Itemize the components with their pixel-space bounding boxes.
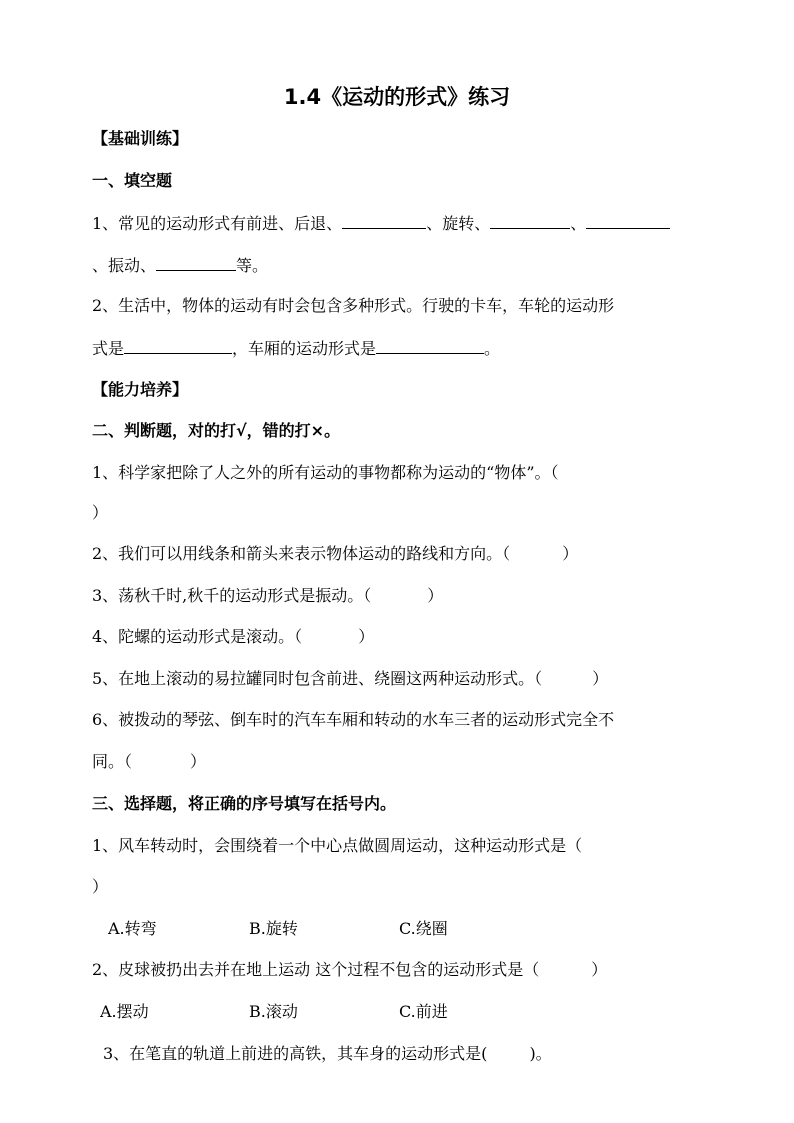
tf-question-4	[92, 626, 707, 648]
section-ability-training: 【能力培养】	[92, 380, 189, 399]
fill-question-2-line-1: 2、生活中，物体的运动有时会包含多种形式。行驶的卡车，车轮的运动形	[92, 296, 615, 315]
mc-q2-text: 2、皮球被扔出去并在地上运动 这个过程不包含的运动形式是（	[92, 960, 540, 979]
mc-q3-text: 3、在笔直的轨道上前进的高铁，其车身的运动形式是(	[103, 1044, 488, 1063]
fill-q1-text-c: 、	[570, 214, 587, 233]
fill-q2-text-b: ，车厢的运动形式是	[232, 339, 377, 358]
mc-q1-option-a[interactable]: A.转弯	[108, 919, 157, 938]
tf-question-1-line-2: ）	[92, 503, 109, 522]
multiple-choice-heading: 三、选择题，将正确的序号填写在括号内。	[92, 794, 397, 813]
tf-q5-text: 5、在地上滚动的易拉罐同时包含前进、绕圈这两种运动形式。（	[92, 669, 543, 688]
fill-q1-text-b: 、旋转、	[426, 214, 491, 233]
mc-q2-option-b[interactable]: B.滚动	[249, 1002, 298, 1021]
tf-q5-close: ）	[592, 669, 609, 688]
blank-5[interactable]	[124, 337, 232, 354]
tf-q6-text: 同。（	[92, 752, 133, 771]
tf-question-1-line-1: 1、科学家把除了人之外的所有运动的事物都称为运动的“物体”。（	[92, 463, 559, 482]
tf-q3-text: 3、荡秋千时,秋千的运动形式是振动。（	[92, 586, 372, 605]
mc-question-2	[92, 959, 707, 981]
blank-2[interactable]	[490, 212, 570, 229]
page-title: 1.4《运动的形式》练习	[283, 85, 511, 109]
mc-question-1-line-2: ）	[92, 877, 109, 896]
fill-q2-text-a: 式是	[92, 339, 125, 358]
mc-question-3	[103, 1043, 718, 1065]
blank-3[interactable]	[586, 212, 670, 229]
tf-question-2	[92, 543, 707, 565]
tf-q3-close: ）	[427, 586, 444, 605]
tf-q2-close: ）	[562, 544, 579, 563]
tf-question-3	[92, 585, 707, 607]
mc-question-1-line-1: 1、风车转动时，会围绕着一个中心点做圆周运动，这种运动形式是（	[92, 836, 583, 855]
blank-1[interactable]	[342, 212, 426, 229]
fill-question-1-line-1	[92, 212, 707, 235]
mc-q1-option-b[interactable]: B.旋转	[249, 919, 298, 938]
mc-q1-option-c[interactable]: C.绕圈	[399, 919, 448, 938]
tf-question-6-line-1: 6、被拨动的琴弦、倒车时的汽车车厢和转动的水车三者的运动形式完全不	[92, 710, 615, 729]
tf-q4-text: 4、陀螺的运动形式是滚动。（	[92, 627, 303, 646]
tf-q2-text: 2、我们可以用线条和箭头来表示物体运动的路线和方向。（	[92, 544, 511, 563]
blank-4[interactable]	[156, 254, 236, 271]
mc-q2-option-a[interactable]: A.摆动	[100, 1002, 149, 1021]
blank-6[interactable]	[376, 337, 484, 354]
mc-q2-close: ）	[591, 960, 608, 979]
fill-question-2-line-2	[92, 337, 707, 360]
mc-q3-close: )。	[529, 1044, 552, 1063]
fill-q2-text-c: 。	[484, 339, 501, 358]
section-basic-training: 【基础训练】	[92, 129, 189, 148]
tf-q4-close: ）	[358, 627, 375, 646]
fill-in-blank-heading: 一、填空题	[92, 171, 173, 190]
fill-q1-text-a: 1、常见的运动形式有前进、后退、	[92, 214, 343, 233]
tf-question-5	[92, 668, 707, 690]
fill-q1-text-d: 、振动、	[92, 256, 157, 275]
tf-q6-close: ）	[190, 752, 207, 771]
fill-question-1-line-2	[92, 254, 707, 277]
fill-q1-text-e: 等。	[236, 256, 269, 275]
true-false-heading: 二、判断题，对的打√，错的打×。	[92, 421, 341, 440]
tf-question-6-line-2	[92, 751, 707, 773]
mc-q2-option-c[interactable]: C.前进	[399, 1002, 448, 1021]
